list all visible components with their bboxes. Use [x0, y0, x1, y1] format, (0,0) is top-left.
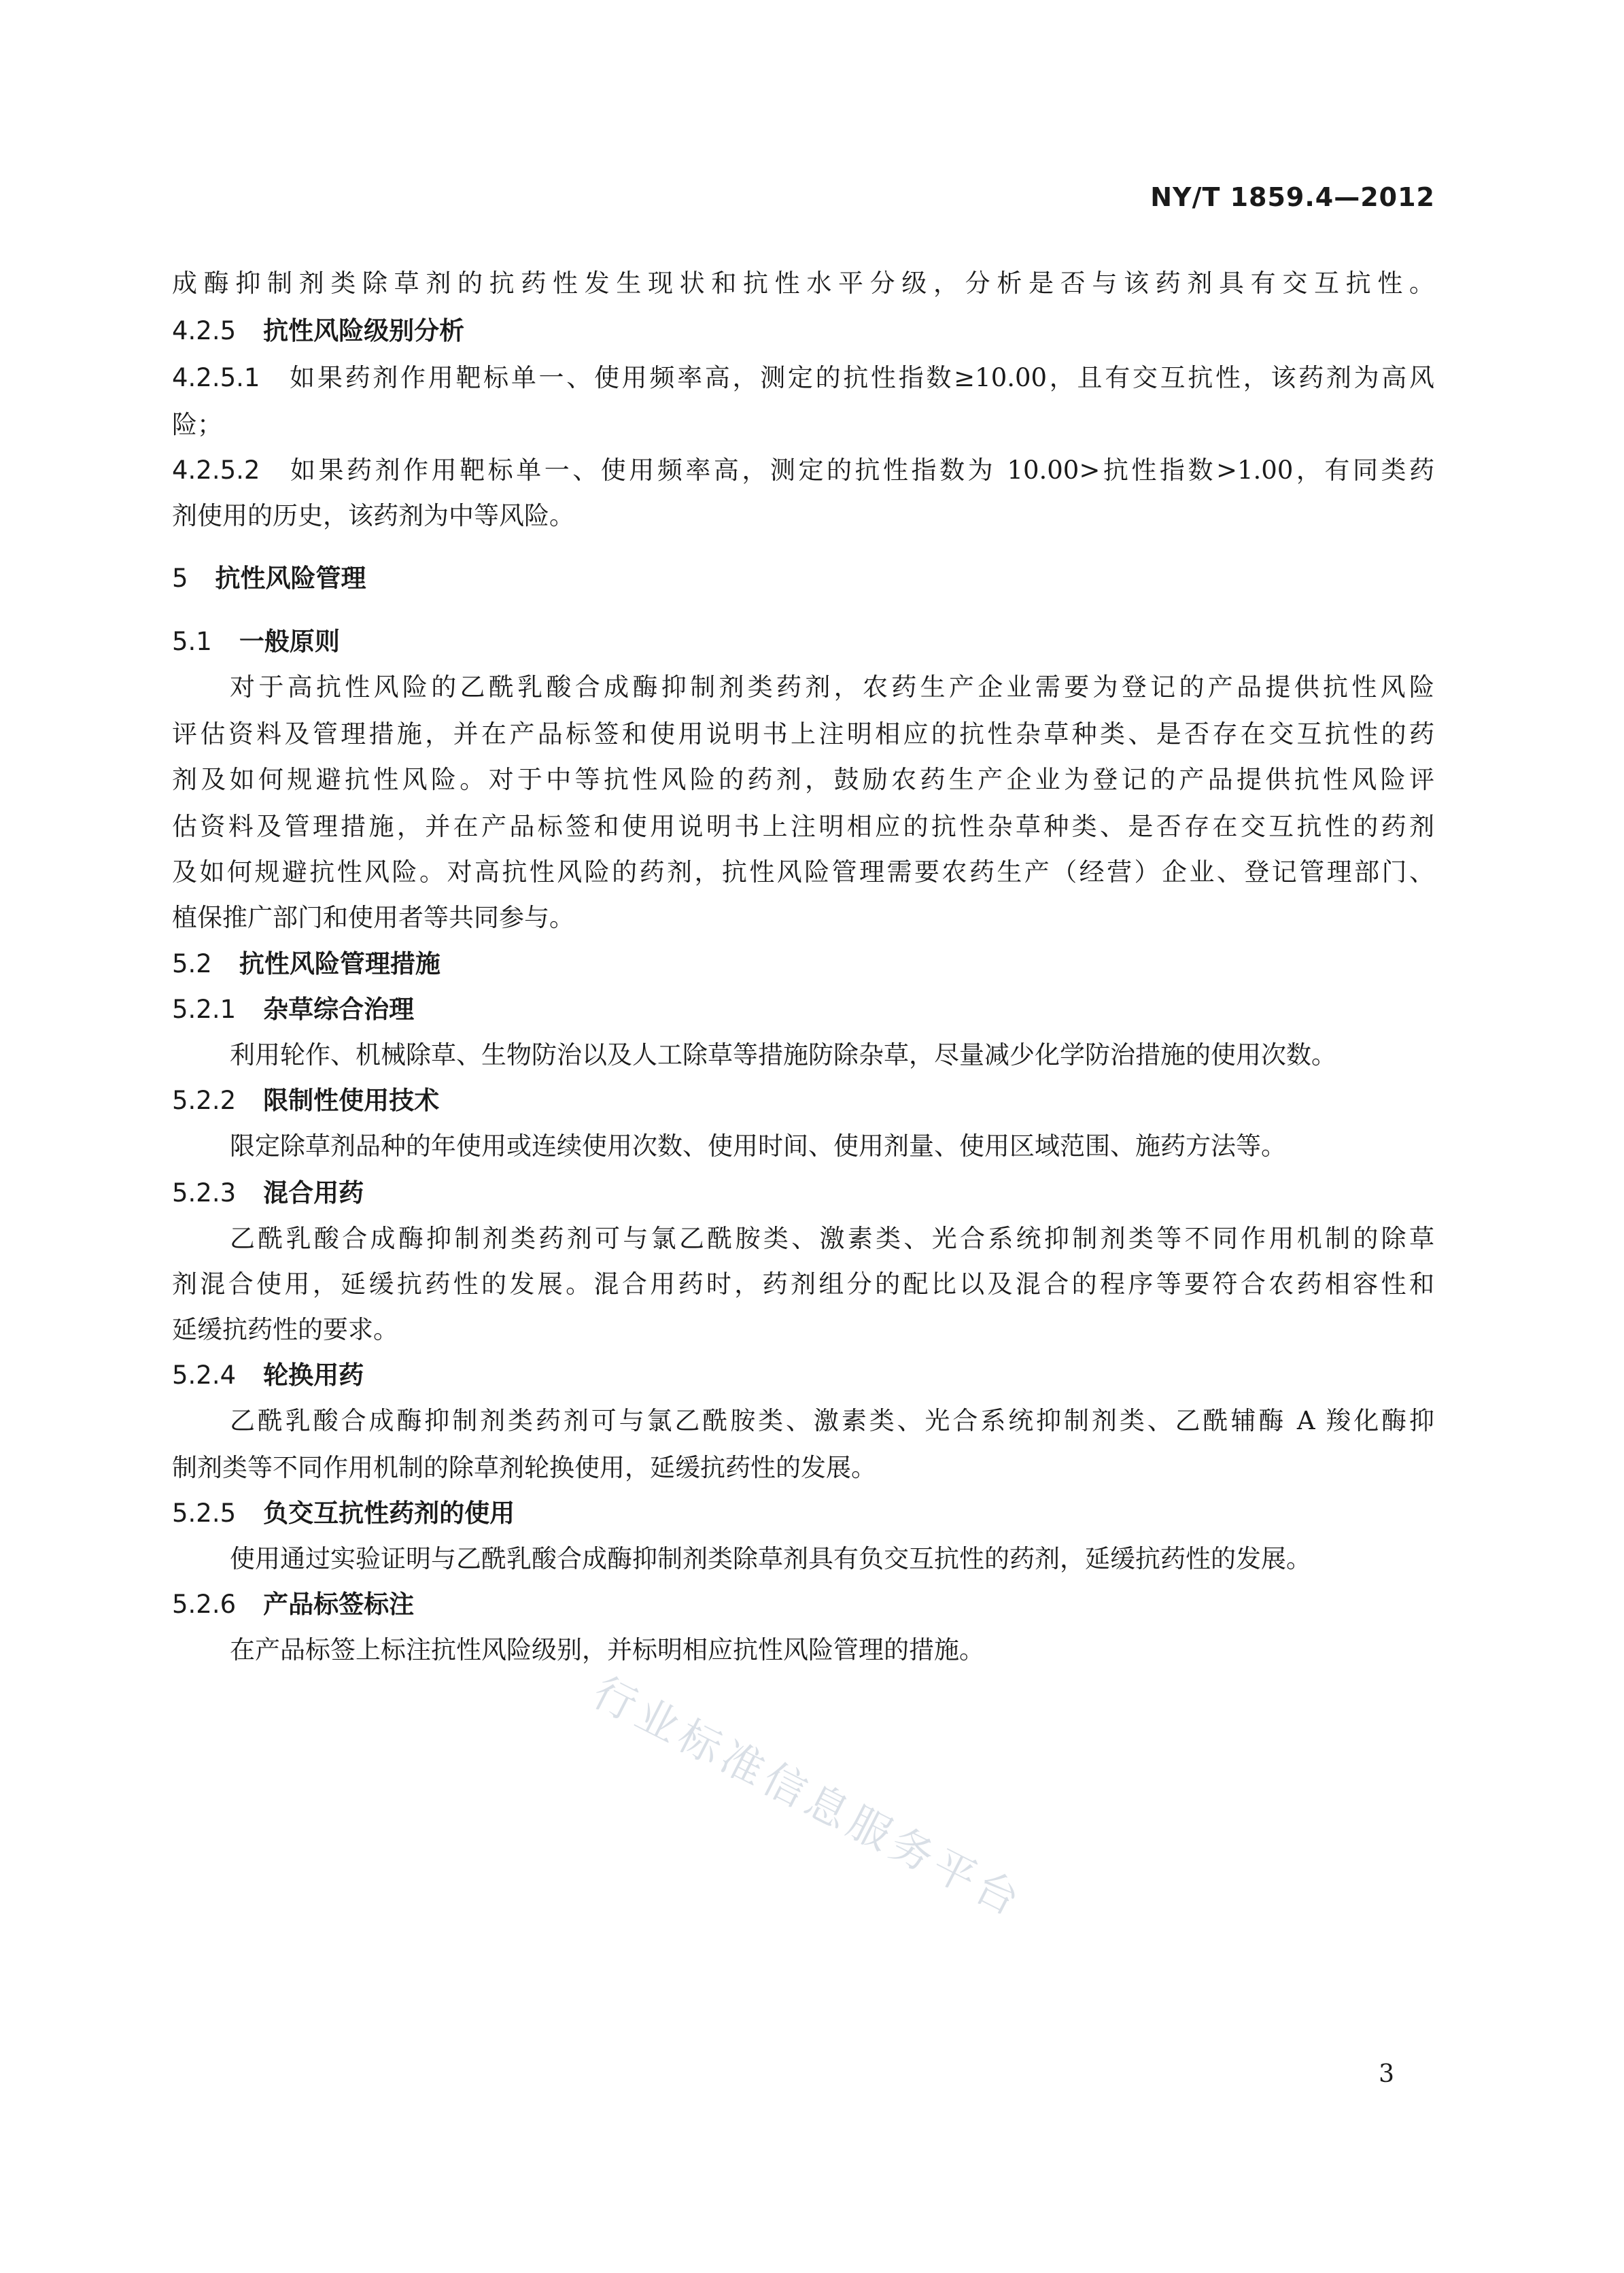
section-heading-4-2-5 [172, 318, 464, 343]
paragraph-line: 剂使用的历史，该药剂为中等风险。 [172, 501, 574, 530]
section-heading-5 [172, 566, 366, 591]
clause-number: 4.2.5.1 [172, 363, 260, 392]
section-title: 产品标签标注 [263, 1590, 415, 1619]
paragraph-line: 限定除草剂品种的年使用或连续使用次数、使用时间、使用剂量、使用区域范围、施药方法等。 [230, 1131, 1286, 1161]
paragraph-line: 在产品标签上标注抗性风险级别，并标明相应抗性风险管理的措施。 [230, 1635, 984, 1664]
paragraph-line: 利用轮作、机械除草、生物防治以及人工除草等措施防除杂草，尽量减少化学防治措施的使用次数。 [230, 1040, 1336, 1070]
section-number: 5.2.5 [172, 1499, 237, 1528]
paragraph-line: 评估资料及管理措施，并在产品标签和使用说明书上注明相应的抗性杂草种类、是否存在交互抗性的药 [172, 719, 1434, 749]
section-heading-5-2-1 [172, 997, 414, 1022]
paragraph-line: 成酶抑制剂类除草剂的抗药性发生现状和抗性水平分级，分析是否与该药剂具有交互抗性。 [172, 269, 1434, 298]
section-number: 5.2.1 [172, 995, 237, 1024]
section-title: 轮换用药 [263, 1361, 364, 1390]
section-title: 杂草综合治理 [263, 995, 415, 1024]
section-heading-5-1 [172, 629, 340, 654]
section-title: 抗性风险管理 [215, 564, 366, 593]
clause-4-2-5-2 [172, 458, 1434, 483]
paragraph-line: 植保推广部门和使用者等共同参与。 [172, 903, 574, 932]
section-number: 5.2.2 [172, 1086, 237, 1115]
section-number: 5.2.6 [172, 1590, 237, 1619]
section-heading-5-2 [172, 951, 440, 976]
paragraph-line: 及如何规避抗性风险。对高抗性风险的药剂，抗性风险管理需要农药生产（经营）企业、登记管理部门、 [172, 857, 1434, 887]
page-number: 3 [1379, 2060, 1394, 2088]
paragraph-line: 剂及如何规避抗性风险。对于中等抗性风险的药剂，鼓励农药生产企业为登记的产品提供抗性风险评 [172, 765, 1434, 794]
section-title: 限制性使用技术 [263, 1086, 440, 1115]
section-title: 抗性风险级别分析 [263, 316, 465, 345]
paragraph-line: 乙酰乳酸合成酶抑制剂类药剂可与氯乙酰胺类、激素类、光合系统抑制剂类等不同作用机制的除草 [230, 1224, 1434, 1253]
section-heading-5-2-3 [172, 1180, 364, 1206]
section-heading-5-2-6 [172, 1592, 414, 1617]
clause-text: 如果药剂作用靶标单一、使用频率高，测定的抗性指数≥10.00，且有交互抗性，该药剂为高风 [287, 363, 1434, 392]
paragraph-line: 使用通过实验证明与乙酰乳酸合成酶抑制剂类除草剂具有负交互抗性的药剂，延缓抗药性的发展。 [230, 1544, 1311, 1573]
paragraph-line: 乙酰乳酸合成酶抑制剂类药剂可与氯乙酰胺类、激素类、光合系统抑制剂类、乙酰辅酶 A 羧化酶抑 [230, 1406, 1434, 1435]
paragraph-line: 险； [172, 410, 222, 439]
section-title: 负交互抗性药剂的使用 [263, 1499, 515, 1528]
section-heading-5-2-2 [172, 1088, 439, 1113]
paragraph-line: 估资料及管理措施，并在产品标签和使用说明书上注明相应的抗性杂草种类、是否存在交互抗性的药剂 [172, 812, 1434, 841]
section-number: 5.2 [172, 949, 212, 978]
section-title: 一般原则 [239, 627, 340, 656]
section-title: 抗性风险管理措施 [239, 949, 440, 978]
section-number: 4.2.5 [172, 316, 237, 345]
section-number: 5.1 [172, 627, 212, 656]
section-number: 5 [172, 564, 188, 593]
paragraph-line: 制剂类等不同作用机制的除草剂轮换使用，延缓抗药性的发展。 [172, 1453, 876, 1482]
standard-code: NY/T 1859.4—2012 [1150, 182, 1435, 212]
paragraph-line: 延缓抗药性的要求。 [172, 1315, 398, 1344]
paragraph-line: 对于高抗性风险的乙酰乳酸合成酶抑制剂类药剂，农药生产企业需要为登记的产品提供抗性风险 [230, 672, 1434, 702]
section-heading-5-2-4 [172, 1363, 364, 1388]
clause-number: 4.2.5.2 [172, 456, 260, 485]
paragraph-line: 剂混合使用，延缓抗药性的发展。混合用药时，药剂组分的配比以及混合的程序等要符合农药相容性和 [172, 1269, 1434, 1299]
section-heading-5-2-5 [172, 1501, 515, 1526]
section-number: 5.2.4 [172, 1361, 237, 1390]
clause-text: 如果药剂作用靶标单一、使用频率高，测定的抗性指数为 10.00>抗性指数>1.00，有同类药 [287, 456, 1434, 485]
clause-4-2-5-1 [172, 365, 1434, 390]
watermark: 行业标准信息服务平台 [585, 1667, 1032, 1928]
section-number: 5.2.3 [172, 1178, 237, 1208]
section-title: 混合用药 [263, 1178, 364, 1208]
